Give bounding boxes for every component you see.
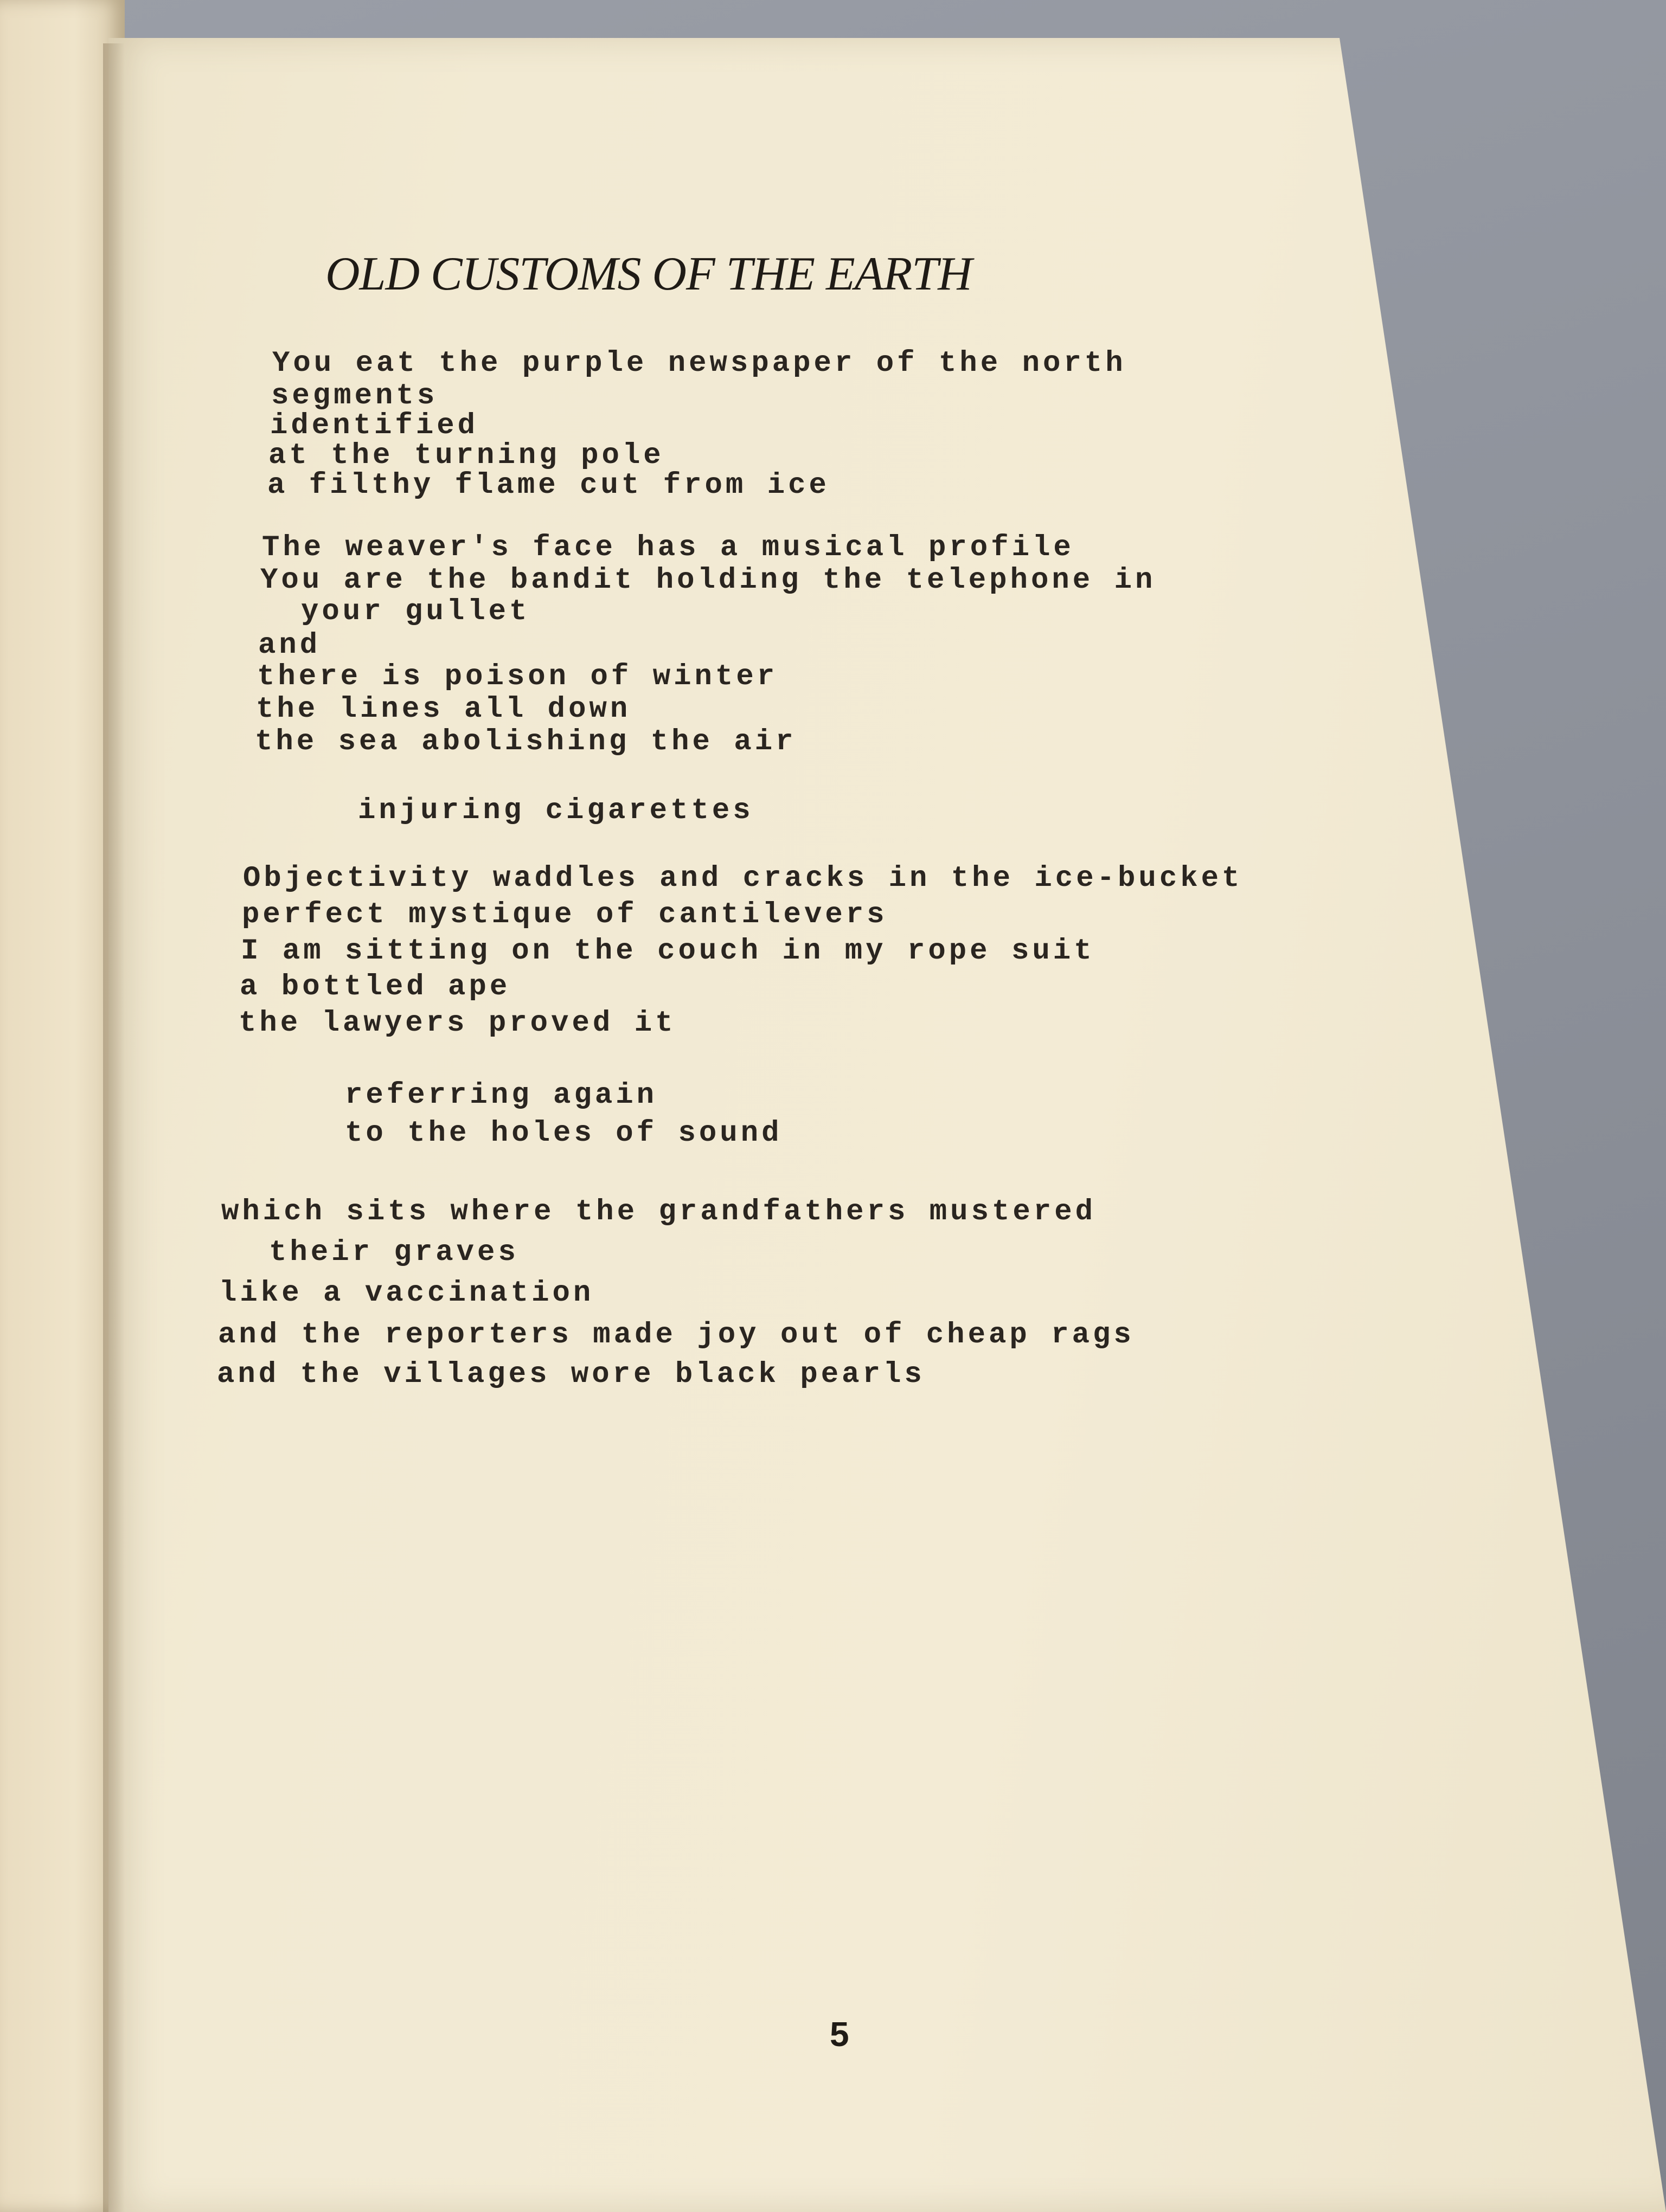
poem-line: and — [258, 629, 321, 662]
page-number: 5 — [830, 2015, 849, 2054]
poem-line: the lines all down — [256, 693, 631, 726]
poem-line: a bottled ape — [240, 970, 511, 1004]
poem-line: Objectivity waddles and cracks in the ice-bucket — [243, 862, 1243, 895]
poem-line: at the turning pole — [268, 439, 664, 472]
poem-title: OLD CUSTOMS OF THE EARTH — [325, 248, 972, 300]
poem-line: to the holes of sound — [345, 1117, 783, 1150]
poem-line: I am sitting on the couch in my rope suit — [241, 935, 1095, 968]
poem-line: identified — [270, 409, 479, 442]
poem-line: like a vaccination — [219, 1277, 594, 1310]
poem-line: referring again — [345, 1079, 658, 1112]
poem-line: You are the bandit holding the telephone in — [260, 564, 1156, 597]
poem-line: your gullet — [301, 595, 530, 628]
poem-line: and the villages wore black pearls — [217, 1358, 925, 1391]
poem-line: You eat the purple newspaper of the north — [272, 347, 1126, 380]
poem-line: which sits where the grandfathers mustered — [221, 1195, 1097, 1229]
poem-line: The weaver's face has a musical profile — [262, 531, 1074, 564]
poem-line: perfect mystique of cantilevers — [242, 898, 888, 931]
poem-line: injuring cigarettes — [358, 794, 754, 827]
poem-line: the lawyers proved it — [239, 1007, 676, 1040]
poem-line: their graves — [269, 1236, 519, 1269]
poem-line: segments — [271, 380, 438, 413]
poem-line: the sea abolishing the air — [255, 725, 797, 758]
poem-line: there is poison of winter — [257, 660, 778, 693]
poem-line: a filthy flame cut from ice — [267, 469, 830, 502]
poem-line: and the reporters made joy out of cheap rags — [218, 1319, 1135, 1352]
